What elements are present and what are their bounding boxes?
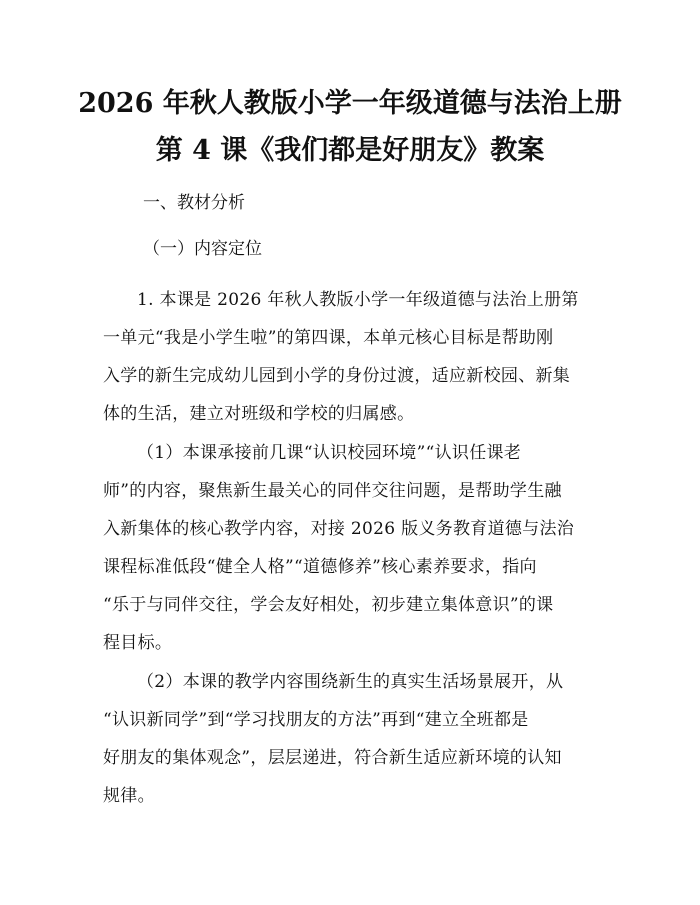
section-heading: 一、教材分析: [143, 193, 245, 213]
paragraph-line: “认识新同学”到“学习找朋友的方法”再到“建立全班都是: [103, 710, 529, 730]
paragraph-line: （1）本课承接前几课“认识校园环境”“认识任课老: [137, 443, 522, 463]
paragraph-line: 入新集体的核心教学内容，对接 2026 版义务教育道德与法治: [103, 519, 575, 539]
paragraph-line: 好朋友的集体观念”，层层递进，符合新生适应新环境的认知: [103, 748, 562, 768]
document-title-line-2: 第 4 课《我们都是好朋友》教案: [155, 135, 545, 166]
paragraph-line: 体的生活，建立对班级和学校的归属感。: [103, 404, 415, 424]
paragraph-line: 一单元“我是小学生啦”的第四课，本单元核心目标是帮助刚: [103, 328, 554, 348]
paragraph-line: 课程标准低段“健全人格”“道德修养”核心素养要求，指向: [103, 557, 537, 577]
paragraph-line: 1. 本课是 2026 年秋人教版小学一年级道德与法治上册第: [137, 290, 579, 310]
paragraph-1: [103, 281, 598, 433]
paragraph-line: 入学的新生完成幼儿园到小学的身份过渡，适应新校园、新集: [103, 366, 571, 386]
paragraph-2: [103, 434, 598, 662]
paragraph-line: 师”的内容，聚焦新生最关心的同伴交往问题，是帮助学生融: [103, 481, 562, 501]
paragraph-3: [103, 663, 598, 815]
subsection-heading: （一）内容定位: [143, 239, 262, 259]
paragraph-line: “乐于与同伴交往，学会友好相处，初步建立集体意识”的课: [103, 595, 554, 615]
document-title-line-1: 2026 年秋人教版小学一年级道德与法治上册: [78, 88, 622, 119]
paragraph-line: （2）本课的教学内容围绕新生的真实生活场景展开，从: [137, 672, 564, 692]
paragraph-line: 规律。: [103, 786, 155, 806]
paragraph-line: 程目标。: [103, 633, 173, 653]
